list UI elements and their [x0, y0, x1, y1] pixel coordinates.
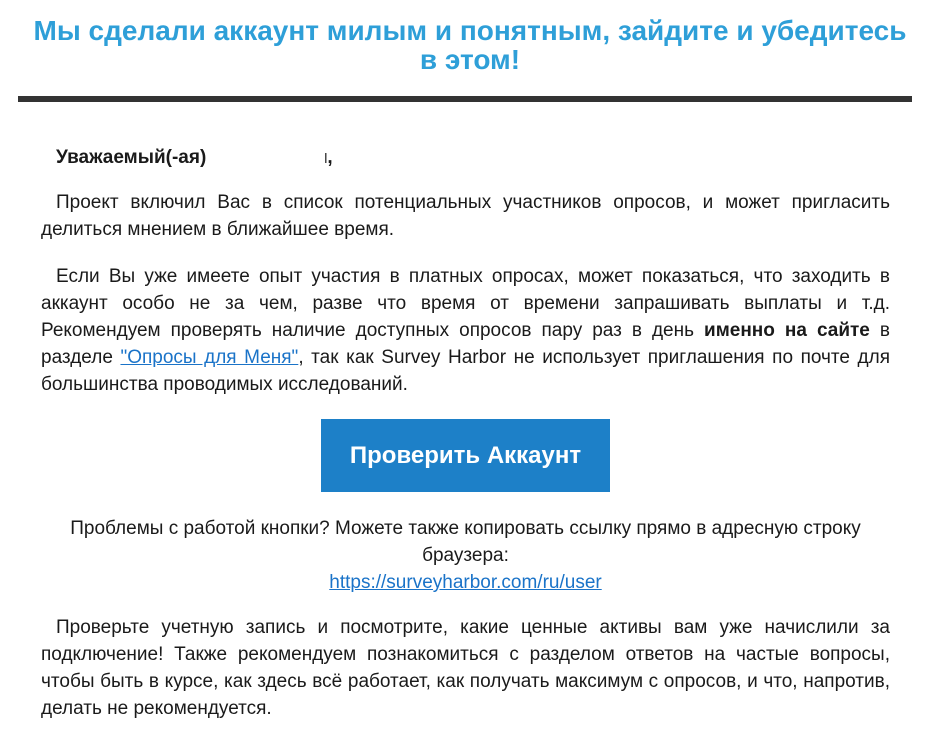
- trouble-text: Проблемы с работой кнопки? Можете также копировать ссылку прямо в адресную строку браузера:: [70, 518, 861, 566]
- greeting: [41, 143, 890, 173]
- recipient-name-tail: l: [324, 150, 328, 166]
- greeting-comma: ,: [327, 147, 333, 168]
- advice-paragraph: [41, 263, 890, 398]
- account-url-link[interactable]: https://surveyharbor.com/ru/user: [329, 572, 602, 593]
- cta-container: [41, 419, 890, 492]
- intro-paragraph: Проект включил Вас в список потенциальных участников опросов, и может пригласить делиться мнением в ближайшее время.: [41, 192, 890, 240]
- check-account-button[interactable]: Проверить Аккаунт: [321, 419, 610, 492]
- surveys-for-me-link[interactable]: "Опросы для Меня": [120, 347, 299, 368]
- closing-paragraph: Проверьте учетную запись и посмотрите, какие ценные активы вам уже начислили за подключение! Также рекомендуем познакомиться с разделом ответов на частые вопросы, чтобы быть в курсе, как здесь всё работает, как получать максимум с опросов, и что, напротив, делать не рекомендуется.: [41, 617, 890, 719]
- header-divider: [18, 96, 912, 102]
- email-headline: Мы сделали аккаунт милым и понятным, зайдите и убедитесь в этом!: [33, 15, 907, 75]
- email-body: [41, 143, 890, 722]
- greeting-salutation: Уважаемый(-ая): [56, 147, 207, 168]
- advice-text-2: в разделе: [41, 320, 890, 368]
- advice-text-3: , так как Survey Harbor не использует приглашения по почте для большинства проводимых исследований.: [41, 347, 891, 395]
- advice-text-1: Если Вы уже имеете опыт участия в платных опросах, может показаться, что заходить в аккаунт особо не за чем, разве что время от времени запрашивать выплаты и т.д. Рекомендуем проверять наличие доступных опросов пару раз в день: [41, 266, 890, 341]
- advice-emphasis: именно на сайте: [704, 320, 870, 341]
- button-trouble-notice: [41, 515, 890, 596]
